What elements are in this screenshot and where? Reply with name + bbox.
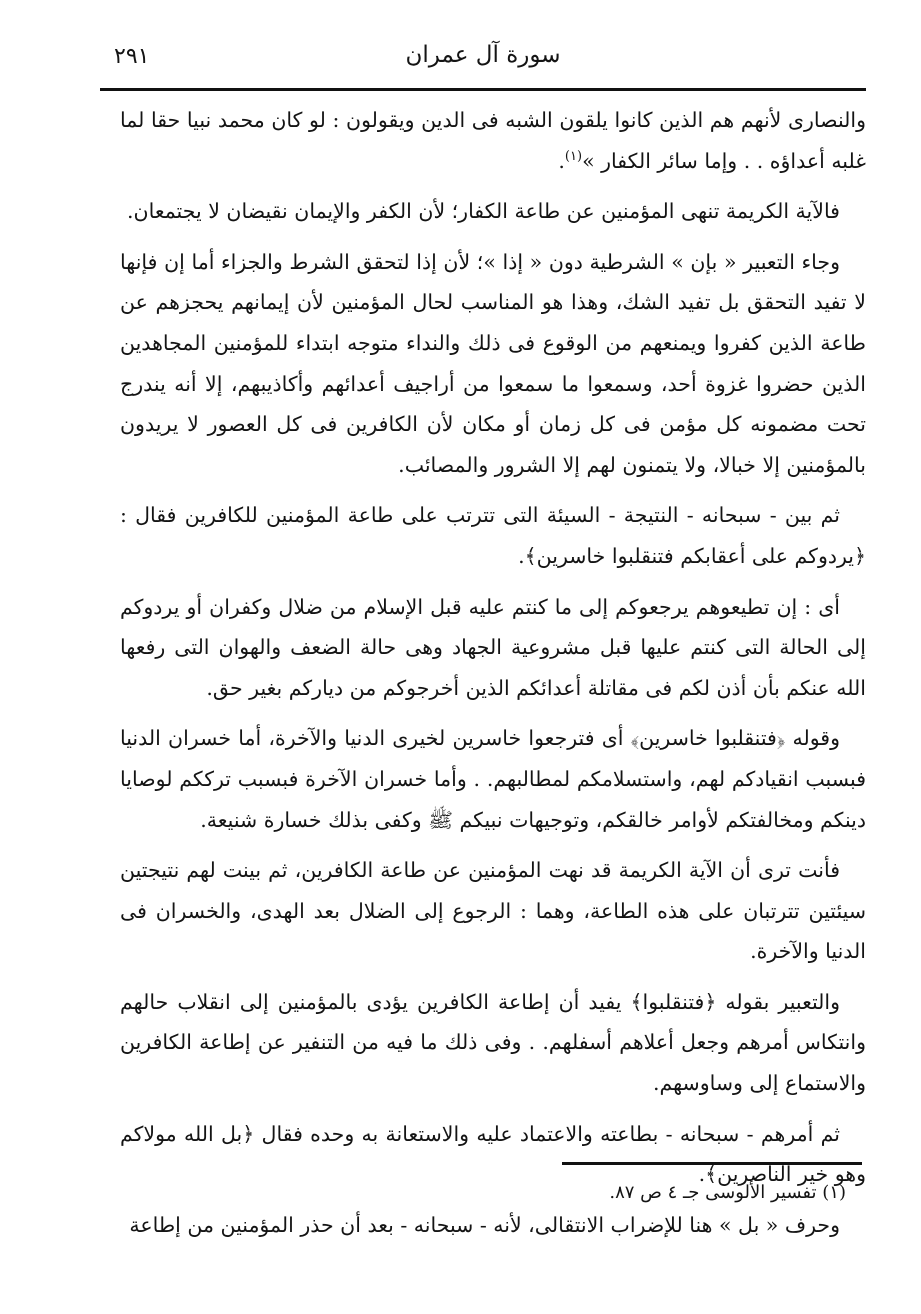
paragraph-4: ثم بين - سبحانه - النتيجة - السيئة التى تترتب على طاعة المؤمنين للكافرين فقال : ﴿يردوكم على أعقابكم فتنقلبوا خاسرين﴾. bbox=[120, 503, 866, 568]
paragraph-10: وحرف « بل » هنا للإضراب الانتقالى، لأنه - سبحانه - بعد أن حذر المؤمنين من إطاعة bbox=[129, 1212, 840, 1237]
paragraph-6: وقوله ﴿فتنقلبوا خاسرين﴾ أى فترجعوا خاسرين لخيرى الدنيا والآخرة، أما خسران الدنيا فبسبب انقيادكم لهم، واستسلامكم لمطالبهم. . وأما خسران الآخرة فبسبب ترككم لوصايا دينكم ومخالفتكم لأوامر خالقكم، وتوجيهات نبيكم ﷺ وكفى بذلك خسارة شنيعة. bbox=[120, 726, 866, 832]
paragraph-8: والتعبير بقوله ﴿فتنقلبوا﴾ يفيد أن إطاعة الكافرين يؤدى بالمؤمنين إلى انقلاب حالهم وانتكاس أمرهم وجعل أعلاهم أسفلهم. . وفى ذلك ما فيه من التنفير عن إطاعة الكافرين والاستماع إلى وساوسهم. bbox=[120, 989, 866, 1096]
paragraph-7: فأنت ترى أن الآية الكريمة قد نهت المؤمنين عن طاعة الكافرين، ثم بينت لهم نتيجتين سيئتين تترتبان على هذه الطاعة، وهما : الرجوع إلى الضلال بعد الهدى، والخسران فى الدنيا والآخرة. bbox=[120, 858, 866, 964]
paragraph-3: وجاء التعبير « بإن » الشرطية دون « إذا »؛ لأن إذا لتحقق الشرط والجزاء أما إن فإنها لا تفيد التحقق بل تفيد الشك، وهذا هو المناسب لحال المؤمنين لأن إيمانهم يحجزهم عن طاعة الذين كفروا ويمنعهم من الوقوع فى ذلك والنداء متوجه ابتداء للمؤمنين المجاهدين الذين حضروا غزوة أحد، وسمعوا ما سمعوا من أراجيف أعدائهم وأكاذيبهم، إلا أنه يندرج تحت مضمونه كل مؤمن فى كل زمان أو مكان لأن الكافرين فى كل العصور لا يريدون بالمؤمنين إلا خبالا، ولا يتمنون لهم إلا الشرور والمصائب. bbox=[120, 249, 866, 477]
header-rule bbox=[100, 88, 866, 91]
footnote-reference: (١) bbox=[564, 148, 583, 164]
body-text bbox=[120, 100, 866, 1255]
paragraph-2: فالآية الكريمة تنهى المؤمنين عن طاعة الكفار؛ لأن الكفر والإيمان نقيضان لا يجتمعان. bbox=[127, 199, 840, 224]
paragraph-1-text: والنصارى لأنهم هم الذين كانوا يلقون الشبه فى الدين ويقولون : لو كان محمد نبيا حقا لما غلبه أعداؤه . . وإما سائر الكفار » bbox=[120, 108, 866, 173]
page-header bbox=[100, 36, 866, 84]
footnote-rule bbox=[562, 1162, 862, 1165]
paragraph-1 bbox=[120, 100, 866, 181]
page-number: ٢٩١ bbox=[114, 44, 150, 69]
footnote: (١) تفسير الألوسى جـ ٤ ص ٨٧. bbox=[609, 1182, 846, 1203]
paragraph-1-tail: . bbox=[558, 148, 565, 173]
paragraph-5: أى : إن تطيعوهم يرجعوكم إلى ما كنتم عليه قبل الإسلام من ضلال وكفران أو يردوكم إلى الحالة التى كنتم عليها قبل مشروعية الجهاد وهى حالة الضعف والهوان التى رفعها الله عنكم بأن أذن لكم فى مقاتلة أعدائكم الذين أخرجوكم من دياركم بغير حق. bbox=[120, 594, 866, 700]
surah-title: سورة آل عمران bbox=[405, 42, 561, 68]
paragraph-9: ثم أمرهم - سبحانه - بطاعته والاعتماد عليه والاستعانة به وحده فقال ﴿بل الله مولاكم وهو خير الناصرين﴾. bbox=[120, 1121, 866, 1187]
